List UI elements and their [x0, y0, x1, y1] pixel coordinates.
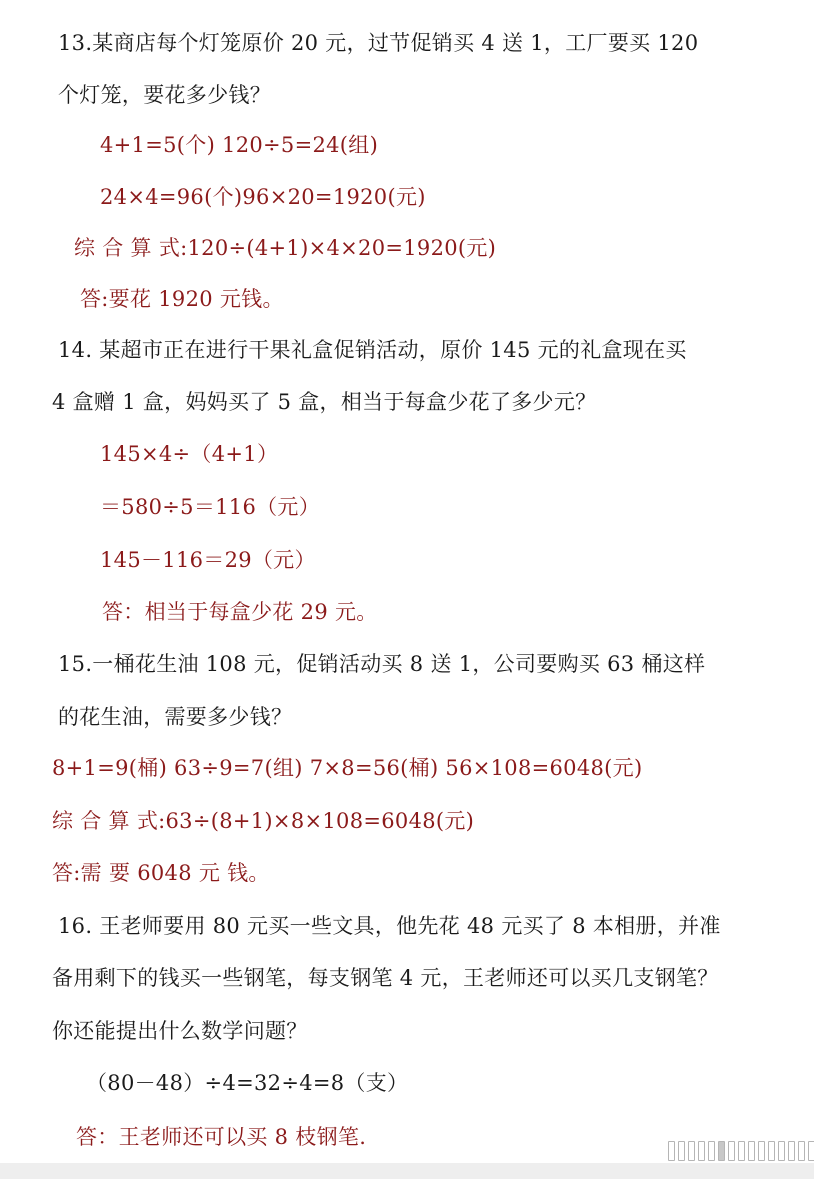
watermark-bars-icon	[668, 1141, 814, 1161]
problem-15-combined-formula: 综 合 算 式:63÷(8+1)×8×108=6048(元)	[52, 809, 475, 833]
problem-14-answer: 答：相当于每盒少花 29 元。	[102, 600, 378, 624]
problem-14-question-line-1: 14. 某超市正在进行干果礼盒促销活动，原价 145 元的礼盒现在买	[58, 338, 687, 362]
problem-13-answer: 答:要花 1920 元钱。	[80, 287, 284, 311]
problem-15-answer: 答:需 要 6048 元 钱。	[52, 861, 270, 885]
problem-16-answer: 答：王老师还可以买 8 枝钢笔.	[76, 1125, 367, 1149]
problem-13-question-line-2: 个灯笼，要花多少钱？	[58, 83, 271, 107]
bottom-edge-strip	[0, 1163, 814, 1179]
problem-13-question-line-1: 13.某商店每个灯笼原价 20 元，过节促销买 4 送 1，工厂要买 120	[58, 31, 699, 55]
problem-13-combined-formula: 综 合 算 式:120÷(4+1)×4×20=1920(元)	[74, 236, 497, 260]
problem-13-work-line-1: 4+1=5(个) 120÷5=24(组)	[100, 133, 379, 157]
problem-16-work-line-1: （80－48）÷4=32÷4=8（支）	[86, 1071, 409, 1095]
problem-14-work-line-3: 145－116＝29（元）	[100, 548, 316, 572]
problem-15-question-line-2: 的花生油，需要多少钱？	[58, 705, 293, 729]
problem-16-question-line-1: 16. 王老师要用 80 元买一些文具，他先花 48 元买了 8 本相册，并准	[58, 914, 721, 938]
problem-14-work-line-2: ＝580÷5＝116（元）	[100, 495, 321, 519]
problem-16-question-line-2: 备用剩下的钱买一些钢笔，每支钢笔 4 元，王老师还可以买几支钢笔？	[52, 966, 719, 990]
problem-16-question-line-3: 你还能提出什么数学问题？	[52, 1019, 308, 1043]
problem-14-question-line-2: 4 盒赠 1 盒，妈妈买了 5 盒，相当于每盒少花了多少元？	[52, 390, 597, 414]
problem-13-work-line-2: 24×4=96(个)96×20=1920(元)	[100, 185, 426, 209]
problem-14-work-line-1: 145×4÷（4+1）	[100, 442, 279, 466]
problem-15-work-line-1: 8+1=9(桶) 63÷9=7(组) 7×8=56(桶) 56×108=6048(元)	[52, 756, 643, 780]
problem-15-question-line-1: 15.一桶花生油 108 元，促销活动买 8 送 1，公司要购买 63 桶这样	[58, 652, 706, 676]
